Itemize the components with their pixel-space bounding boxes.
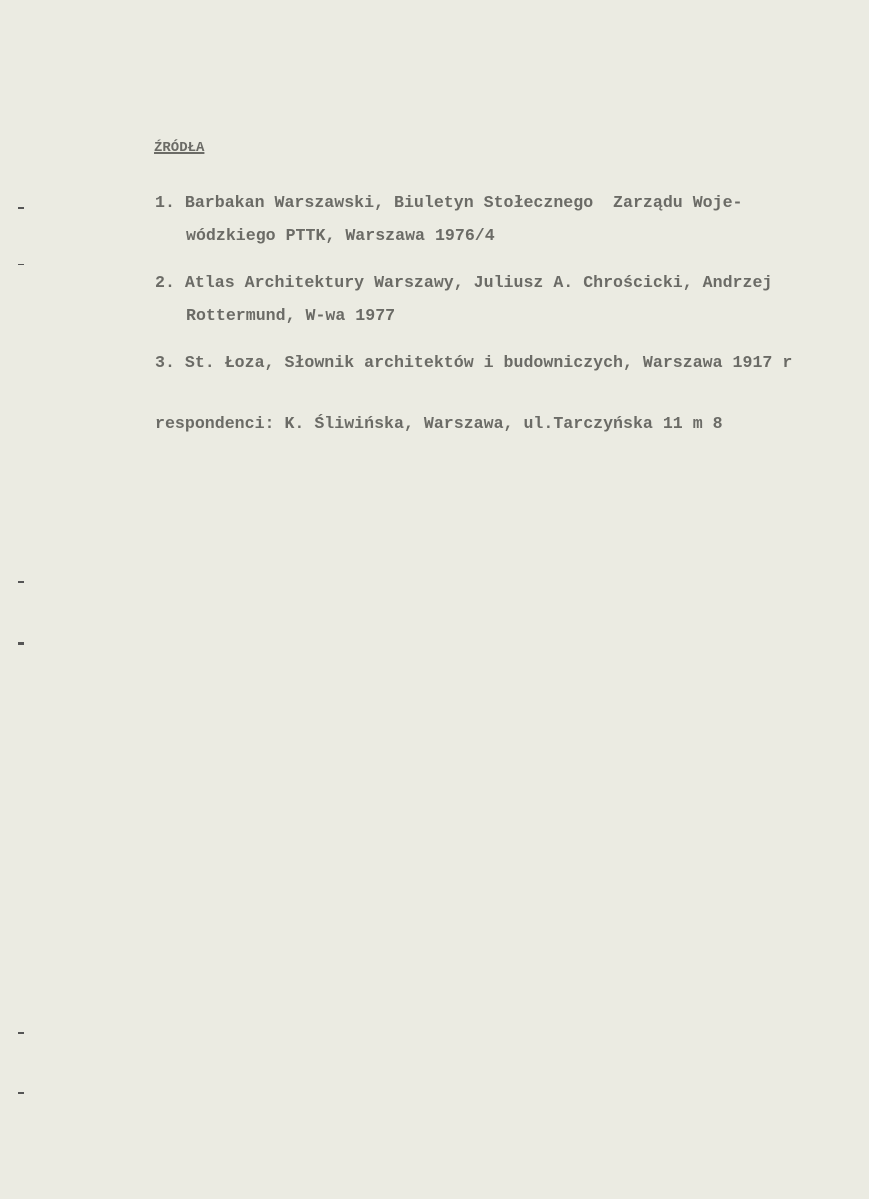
margin-mark [18, 264, 24, 265]
source-2-line-2: Rottermund, W-wa 1977 [186, 306, 396, 325]
margin-mark [18, 207, 24, 209]
margin-mark [18, 1032, 24, 1034]
margin-mark [18, 581, 24, 583]
margin-mark [18, 1092, 24, 1094]
source-1-line-1: 1. Barbakan Warszawski, Biuletyn Stołecznego Zarządu Woje- [155, 193, 743, 212]
source-3: 3. St. Łoza, Słownik architektów i budowniczych, Warszawa 1917 r [155, 353, 793, 372]
heading: ŹRÓDŁA [154, 140, 205, 156]
respondents: respondenci: K. Śliwińska, Warszawa, ul.Tarczyńska 11 m 8 [155, 414, 723, 433]
margin-mark [18, 642, 24, 645]
source-2-line-1: 2. Atlas Architektury Warszawy, Juliusz A. Chrościcki, Andrzej [155, 273, 773, 292]
source-1-line-2: wódzkiego PTTK, Warszawa 1976/4 [186, 226, 495, 245]
